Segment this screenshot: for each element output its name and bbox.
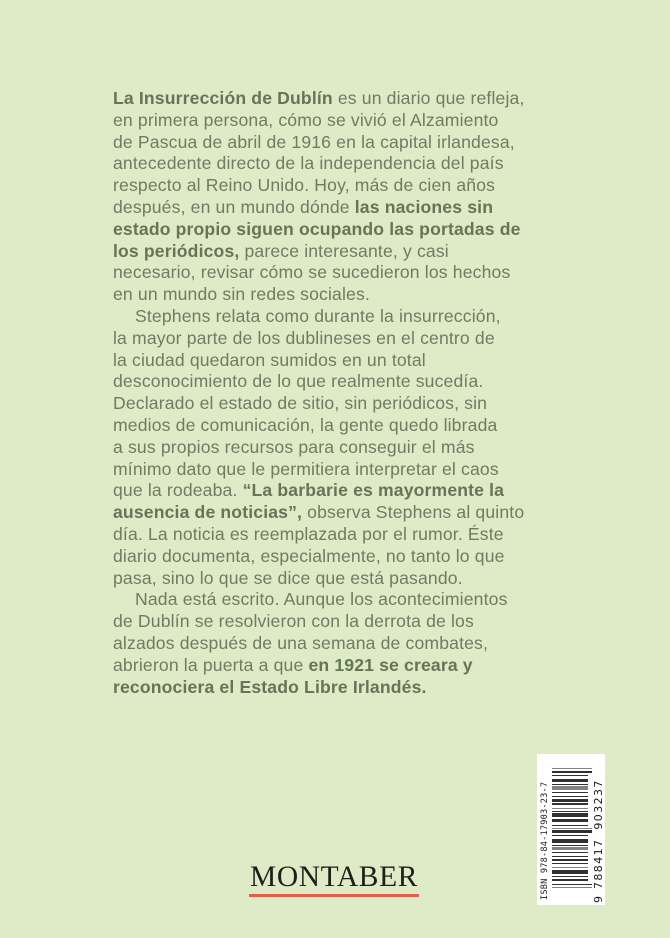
blurb-text: mínimo dato que le permitiera interpretar el caos (113, 458, 499, 479)
blurb-text: a sus propios recursos para conseguir el más (113, 436, 475, 457)
publisher-logo (249, 862, 419, 897)
blurb-line (113, 175, 563, 197)
barcode-digits (593, 779, 605, 903)
barcode-bar (552, 835, 588, 836)
blurb-line (113, 502, 563, 524)
blurb-line (113, 437, 563, 459)
back-cover-blurb (113, 88, 563, 698)
isbn-label: ISBN 978-84-17903-23-7 (540, 781, 550, 900)
barcode-digit-group-2: 903237 (592, 779, 605, 830)
blurb-line (113, 88, 563, 110)
barcode-bar (552, 828, 592, 829)
blurb-text: en primera persona, cómo se vivió el Alzamiento (113, 109, 499, 130)
blurb-line (113, 241, 563, 263)
blurb-bold-text: “La barbarie es mayormente la (242, 480, 505, 501)
barcode-lead-digit: 9 (592, 896, 605, 903)
blurb-text: después, en un mundo dónde (113, 196, 355, 217)
blurb-text: desconocimiento de lo que realmente sucedía. (113, 371, 484, 392)
blurb-text: la ciudad quedaron sumidos en un total (113, 349, 426, 370)
blurb-line (113, 415, 563, 437)
barcode-bar (552, 879, 588, 882)
blurb-line (113, 589, 563, 611)
blurb-bold-text: los periódicos, (113, 240, 240, 261)
barcode-digit-group-1: 788417 (592, 838, 605, 889)
blurb-text: día. La noticia es reemplazada por el rumor. Éste (113, 523, 504, 544)
barcode-bar (552, 819, 588, 822)
blurb-line (113, 568, 563, 590)
blurb-line (113, 110, 563, 132)
barcode-icon (552, 768, 592, 890)
blurb-line (113, 655, 563, 677)
blurb-text: de Dublín se resolvieron con la derrota de los (113, 611, 474, 632)
publisher-name: MONTABER (250, 861, 418, 893)
barcode-bar (552, 830, 592, 833)
blurb-bold-text: La Insurrección de Dublín (113, 88, 333, 108)
barcode-bar (552, 876, 588, 877)
blurb-line (113, 611, 563, 633)
blurb-text: alzados después de una semana de combates, (113, 632, 489, 653)
blurb-line (113, 524, 563, 546)
barcode-bar (552, 768, 592, 769)
barcode-bar (552, 825, 588, 826)
blurb-bold-text: las naciones sin (354, 196, 494, 217)
blurb-line (113, 371, 563, 393)
barcode-bar (552, 887, 592, 888)
blurb-text: medios de comunicación, la gente quedo librada (113, 414, 498, 435)
barcode-bar (552, 856, 588, 857)
barcode-bar (552, 839, 588, 843)
blurb-text: de Pascua de abril de 1916 en la capital irlandesa, (113, 131, 515, 152)
blurb-text: la mayor parte de los dublineses en el centro de (113, 327, 495, 348)
blurb-line (113, 197, 563, 219)
barcode-bar (552, 792, 588, 793)
blurb-line (113, 350, 563, 372)
blurb-bold-text: ausencia de noticias”, (113, 502, 303, 523)
blurb-text: necesario, revisar cómo se sucedieron los hechos (113, 262, 511, 283)
barcode-bar (552, 803, 588, 804)
blurb-line (113, 459, 563, 481)
barcode-bar (552, 775, 588, 776)
blurb-text: observa Stephens al quinto (302, 502, 525, 523)
blurb-line (113, 132, 563, 154)
blurb-text: Stephens relata como durante la insurrección, (135, 305, 501, 326)
blurb-line (113, 677, 563, 699)
blurb-line (113, 393, 563, 415)
barcode-bar (552, 799, 588, 802)
publisher-logo-underline (249, 894, 419, 897)
blurb-line (113, 328, 563, 350)
blurb-text: pasa, sino lo que se dice que está pasando. (113, 567, 463, 588)
barcode-bar (552, 852, 588, 853)
blurb-bold-text: estado propio siguen ocupando las portadas de (113, 218, 521, 239)
blurb-line (113, 633, 563, 655)
barcode-bar (552, 808, 588, 809)
blurb-line (113, 480, 563, 502)
barcode-bar (552, 784, 588, 785)
blurb-text: abrieron la puerta a que (113, 654, 309, 675)
blurb-text: Declarado el estado de sitio, sin periódicos, sin (113, 393, 488, 414)
barcode-bar (552, 811, 588, 812)
blurb-text: Nada está escrito. Aunque los acontecimientos (135, 589, 508, 610)
blurb-line (113, 306, 563, 328)
barcode-bar (552, 847, 588, 850)
blurb-text: antecedente directo de la independencia del país (113, 153, 504, 174)
blurb-line (113, 262, 563, 284)
blurb-bold-text: en 1921 se creara y (308, 654, 473, 675)
blurb-line (113, 219, 563, 241)
barcode-bar (552, 867, 588, 868)
blurb-line (113, 546, 563, 568)
barcode-bar (552, 859, 588, 862)
barcode-bar (552, 786, 588, 790)
barcode-bar (552, 796, 588, 797)
barcode-bar (552, 845, 588, 846)
blurb-text: parece interesante, y casi (239, 240, 449, 261)
blurb-text: diario documenta, especialmente, no tanto lo que (113, 545, 505, 566)
blurb-text: es un diario que refleja, (332, 88, 525, 108)
blurb-text: en un mundo sin redes sociales. (113, 284, 370, 305)
blurb-text: que la rodeaba. (113, 480, 243, 501)
blurb-text: respecto al Reino Unido. Hoy, más de cien años (113, 175, 496, 196)
blurb-bold-text: reconociera el Estado Libre Irlandés. (113, 676, 427, 697)
barcode-bar (552, 884, 592, 885)
barcode-bar (552, 813, 588, 817)
blurb-line (113, 153, 563, 175)
barcode-bar (552, 779, 588, 782)
barcode-bar (552, 870, 588, 874)
blurb-line (113, 284, 563, 306)
barcode-bar (552, 771, 592, 774)
barcode-bar (552, 863, 588, 864)
